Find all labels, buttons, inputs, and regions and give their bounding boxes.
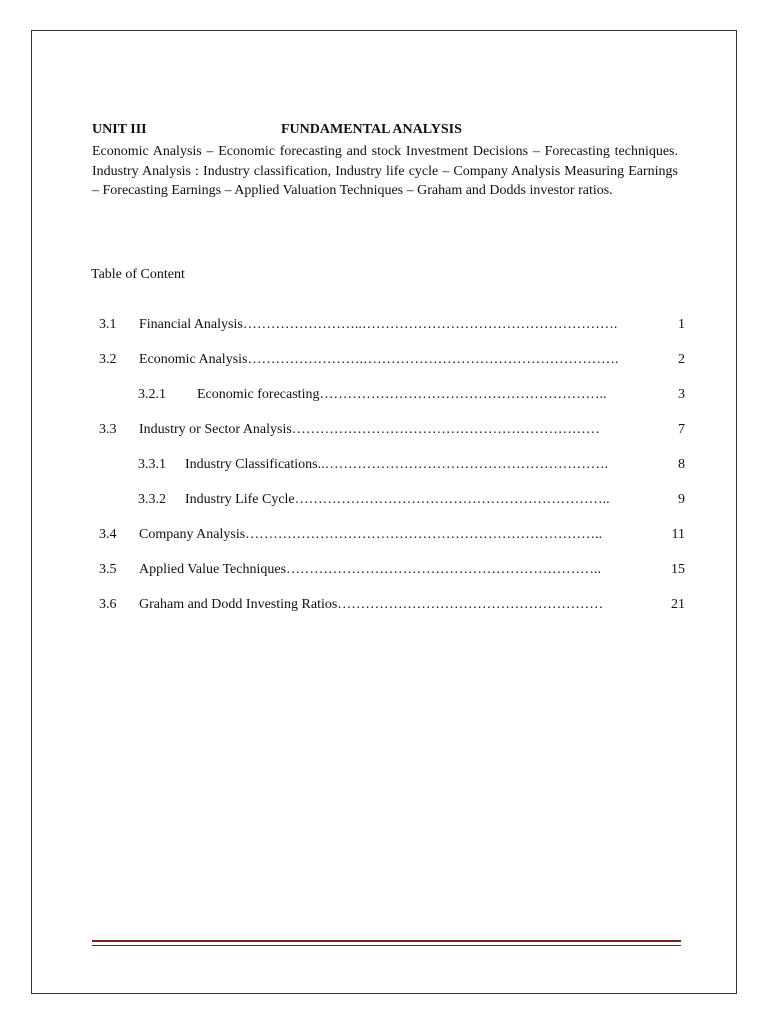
toc-entry[interactable] [99,352,685,372]
toc-entry-number: 3.6 [99,597,117,612]
toc-entry[interactable] [99,527,685,547]
toc-entry[interactable] [138,457,685,477]
toc-entry-number: 3.5 [99,562,117,577]
footer-rule-thin [92,945,681,946]
toc-entry[interactable] [99,422,685,442]
toc-heading: Table of Content [91,267,185,282]
toc-entry-number: 3.1 [99,317,117,332]
toc-entry-page: 9 [678,492,685,507]
toc-entry-number: 3.2 [99,352,117,367]
toc-entry-title: Graham and Dodd Investing Ratios………………………………………………… [139,597,604,612]
toc-entry-title: Economic Analysis…………………….………………………………………………. [139,352,619,367]
toc-entry-page: 21 [671,597,685,612]
toc-entry-number: 3.4 [99,527,117,542]
toc-entry-number: 3.3.2 [138,492,166,507]
toc-entry-page: 2 [678,352,685,367]
toc-entry-page: 3 [678,387,685,402]
toc-entry[interactable] [138,492,685,512]
toc-entry[interactable] [99,317,685,337]
footer-rule [92,940,681,942]
toc-entry-page: 7 [678,422,685,437]
toc-entry[interactable] [99,562,685,582]
toc-entry-number: 3.3 [99,422,117,437]
toc-entry-number: 3.3.1 [138,457,166,472]
unit-description: Economic Analysis – Economic forecasting and stock Investment Decisions – Forecasting techniques. Industry Analysis : Industry classification, Industry life cycle – Company Analysis Measuring Earnings – Forecasting Earnings – Applied Valuation Techniques – Graham and Dodds investor ratios. [92,144,678,198]
unit-label: UNIT III [92,122,147,137]
toc-entry-page: 1 [678,317,685,332]
toc-entry-title: Financial Analysis……………………..………………………………………………. [139,317,618,332]
toc-entry-title: Industry or Sector Analysis………………………………………………………… [139,422,600,437]
unit-title: FUNDAMENTAL ANALYSIS [281,122,462,137]
toc-entry-title: Company Analysis………………………………………………………………….. [139,527,603,542]
toc-entry-title: Industry Classifications..……………………………………………………. [185,457,609,472]
toc-entry-number: 3.2.1 [138,387,166,402]
toc-entry-page: 15 [671,562,685,577]
toc-entry-page: 8 [678,457,685,472]
toc-entry-title: Industry Life Cycle………………………………………………………….. [185,492,610,507]
toc-entry[interactable] [99,597,685,617]
toc-entry-page: 11 [671,527,685,542]
toc-entry-title: Applied Value Techniques………………………………………………………….. [139,562,602,577]
toc-entry[interactable] [138,387,685,407]
toc-entry-title: Economic forecasting…………………………………………………….. [197,387,607,402]
